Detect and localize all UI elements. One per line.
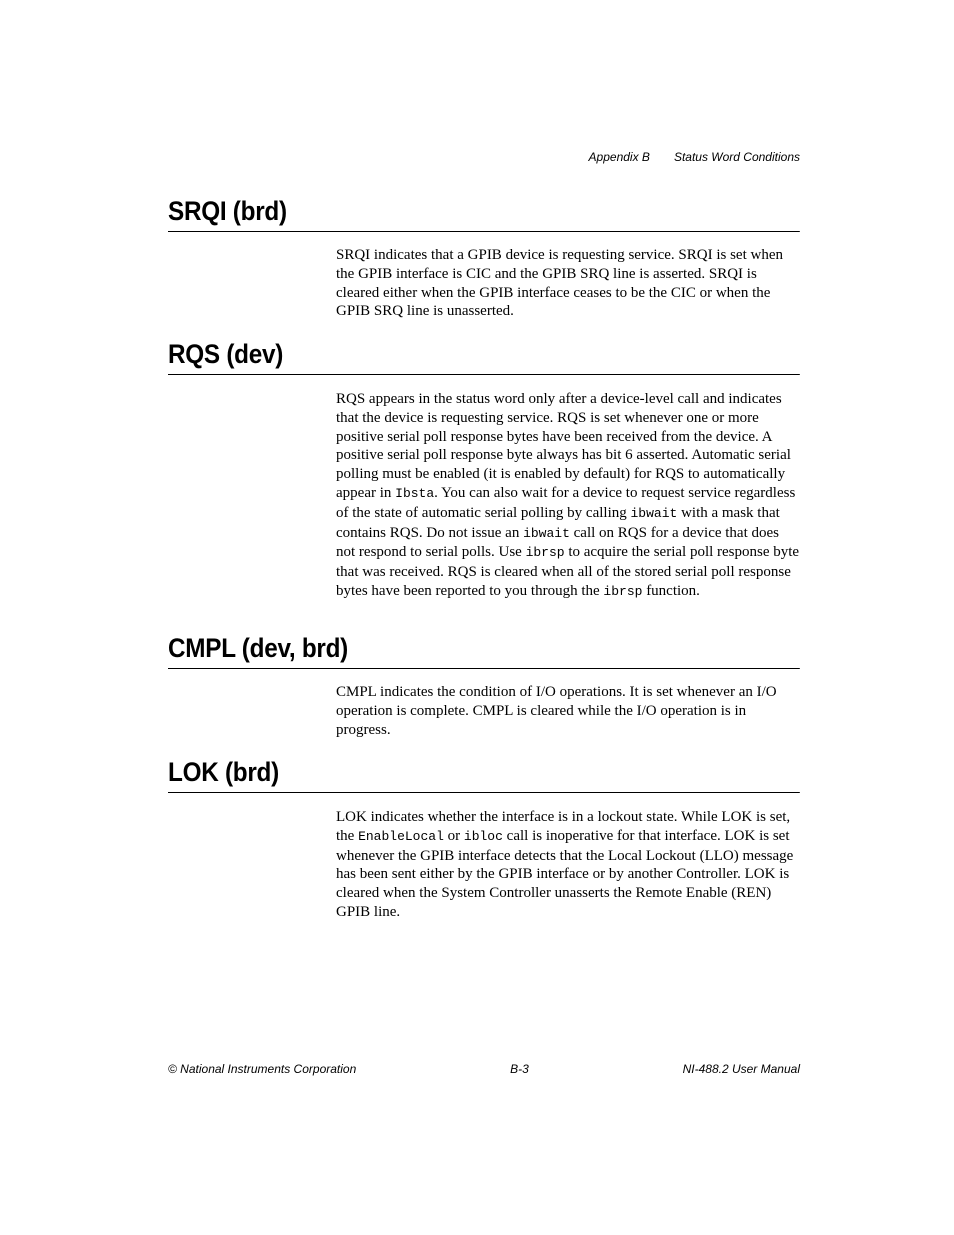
rqs-text: call on RQS for a device that does not respond to serial polls. Use — [336, 524, 779, 561]
code-ibwait: ibwait — [523, 525, 570, 541]
footer-copyright: © National Instruments Corporation — [168, 1062, 357, 1076]
rqs-text: with a mask that contains RQS. Do not issue an — [336, 504, 780, 541]
page-footer — [168, 1062, 800, 1076]
header-chapter-title: Status Word Conditions — [673, 150, 800, 164]
section-title-srqi: SRQI (brd) — [168, 195, 800, 232]
header-appendix: Appendix B — [588, 150, 650, 164]
section-title-cmpl: CMPL (dev, brd) — [168, 632, 800, 669]
footer-page-number: B-3 — [510, 1062, 529, 1076]
code-enablelocal: EnableLocal — [358, 828, 444, 844]
section-body-srqi: SRQI indicates that a GPIB device is requesting service. SRQI is set when the GPIB interface is CIC and the GPIB SRQ line is asserted. SRQI is cleared either when the GPIB interface ceases to be the CIC or when the GPIB SRQ line is unasserted. — [336, 247, 783, 320]
rqs-text: to acquire the serial poll response byte that was received. RQS is cleared when all of the stored serial poll response bytes have been reported to you through the — [336, 544, 800, 599]
lok-text: LOK indicates whether the interface is in a lockout state. While LOK is set, the — [336, 809, 791, 844]
code-ibsta: Ibsta — [395, 485, 435, 501]
code-ibwait: ibwait — [630, 505, 678, 521]
code-ibloc: ibloc — [463, 828, 503, 844]
rqs-text: . You can also wait for a device to request service regardless of the state of automatic serial polling by calling — [336, 484, 796, 521]
section-body-lok — [336, 808, 800, 922]
section-title-rqs: RQS (dev) — [168, 338, 800, 375]
section-body-cmpl: CMPL indicates the condition of I/O operations. It is set whenever an I/O operation is complete. CMPL is cleared while the I/O operation is in progress. — [336, 684, 777, 738]
section-title-lok: LOK (brd) — [168, 756, 800, 793]
running-header — [589, 150, 800, 164]
footer-manual-title: NI-488.2 User Manual — [682, 1062, 800, 1076]
rqs-text: function. — [642, 582, 700, 599]
code-ibrsp: ibrsp — [603, 583, 643, 599]
rqs-text: RQS appears in the status word only after a device-level call and indicates that the device is requesting service. RQS is set whenever one or more positive serial poll response bytes have been received from the device. A positive serial poll response byte always has bit 6 asserted. Automatic serial polling must be enabled (it is enabled by default) for RQS to automatically appear in — [336, 391, 791, 501]
lok-text: or — [443, 827, 464, 844]
code-ibrsp: ibrsp — [525, 545, 565, 561]
lok-text: call is inoperative for that interface. LOK is set whenever the GPIB interface detects that the Local Lockout (LLO) message has been sent either by the GPIB interface or by another Controller. LOK is cleared when the System Controller unasserts the Remote Enable (REN) GPIB line. — [336, 827, 794, 920]
section-body-rqs — [336, 390, 800, 602]
